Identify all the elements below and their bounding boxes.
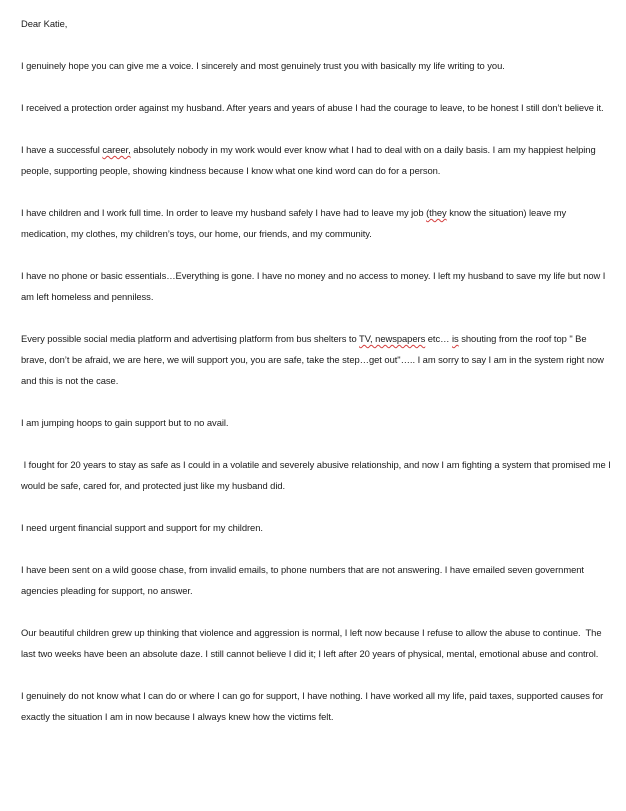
- paragraph-10: I have been sent on a wild goose chase, from invalid emails, to phone numbers that are not answering. I have emailed seven government agencies pleading for support, no answer.: [21, 564, 584, 596]
- paragraph-12: I genuinely do not know what I can do or where I can go for support, I have nothing. I have worked all my life, paid taxes, supported causes for exactly the situation I am in now because I always knew how the victims felt.: [21, 690, 604, 722]
- salutation: Dear Katie,: [21, 18, 68, 29]
- paragraph-6: [21, 328, 612, 391]
- spellcheck-flagged-word: is: [452, 333, 459, 344]
- paragraph-6-text-middle: etc…: [425, 333, 453, 344]
- paragraph-8: I fought for 20 years to stay as safe as I could in a volatile and severely abusive relationship, and now I am fighting a system that promised me I would be safe, cared for, and protected just like my husband did.: [21, 459, 614, 491]
- paragraph-6-text-start: Every possible social media platform and advertising platform from bus shelters to: [21, 333, 360, 344]
- paragraph-7: I am jumping hoops to gain support but to no avail.: [21, 417, 229, 428]
- paragraph-2: I received a protection order against my husband. After years and years of abuse I had the courage to leave, to be honest I still don’t believe it.: [21, 102, 604, 113]
- paragraph-1: I genuinely hope you can give me a voice. I sincerely and most genuinely trust you with basically my life writing to you.: [21, 60, 505, 71]
- paragraph-9: I need urgent financial support and support for my children.: [21, 522, 263, 533]
- paragraph-4-text-start: I have children and I work full time. In order to leave my husband safely I have had to leave my job: [21, 207, 427, 218]
- paragraph-3-text-end: absolutely nobody in my work would ever know what I had to deal with on a daily basis. I am my happiest helping people, supporting people, showing kindness because I know what one kind word can do for a person.: [21, 144, 596, 176]
- paragraph-4-text-end: know the situation) leave my medication, my clothes, my children’s toys, our home, our friends, and my community.: [21, 207, 567, 239]
- spellcheck-flagged-word: (they: [426, 207, 447, 218]
- paragraph-6-text-end: shouting from the roof top " Be brave, don’t be afraid, we are here, we will support you, you are safe, take the step…get out"….. I am sorry to say I am in the system right now and this is not the case.: [21, 333, 604, 386]
- paragraph-4: [21, 202, 612, 244]
- paragraph-3-text-start: I have a successful: [21, 144, 103, 155]
- spellcheck-flagged-word: career,: [102, 144, 131, 155]
- paragraph-11: Our beautiful children grew up thinking that violence and aggression is normal, I left now because I refuse to allow the abuse to continue. The last two weeks have been an absolute daze. I still cannot believe I did it; I left after 20 years of physical, mental, emotional abuse and control.: [21, 627, 605, 659]
- paragraph-5: I have no phone or basic essentials…Everything is gone. I have no money and no access to money. I left my husband to save my life but now I am left homeless and penniless.: [21, 270, 606, 302]
- paragraph-3: [21, 139, 612, 181]
- letter-body: [21, 13, 612, 727]
- spellcheck-flagged-word: TV, newspapers: [359, 333, 426, 344]
